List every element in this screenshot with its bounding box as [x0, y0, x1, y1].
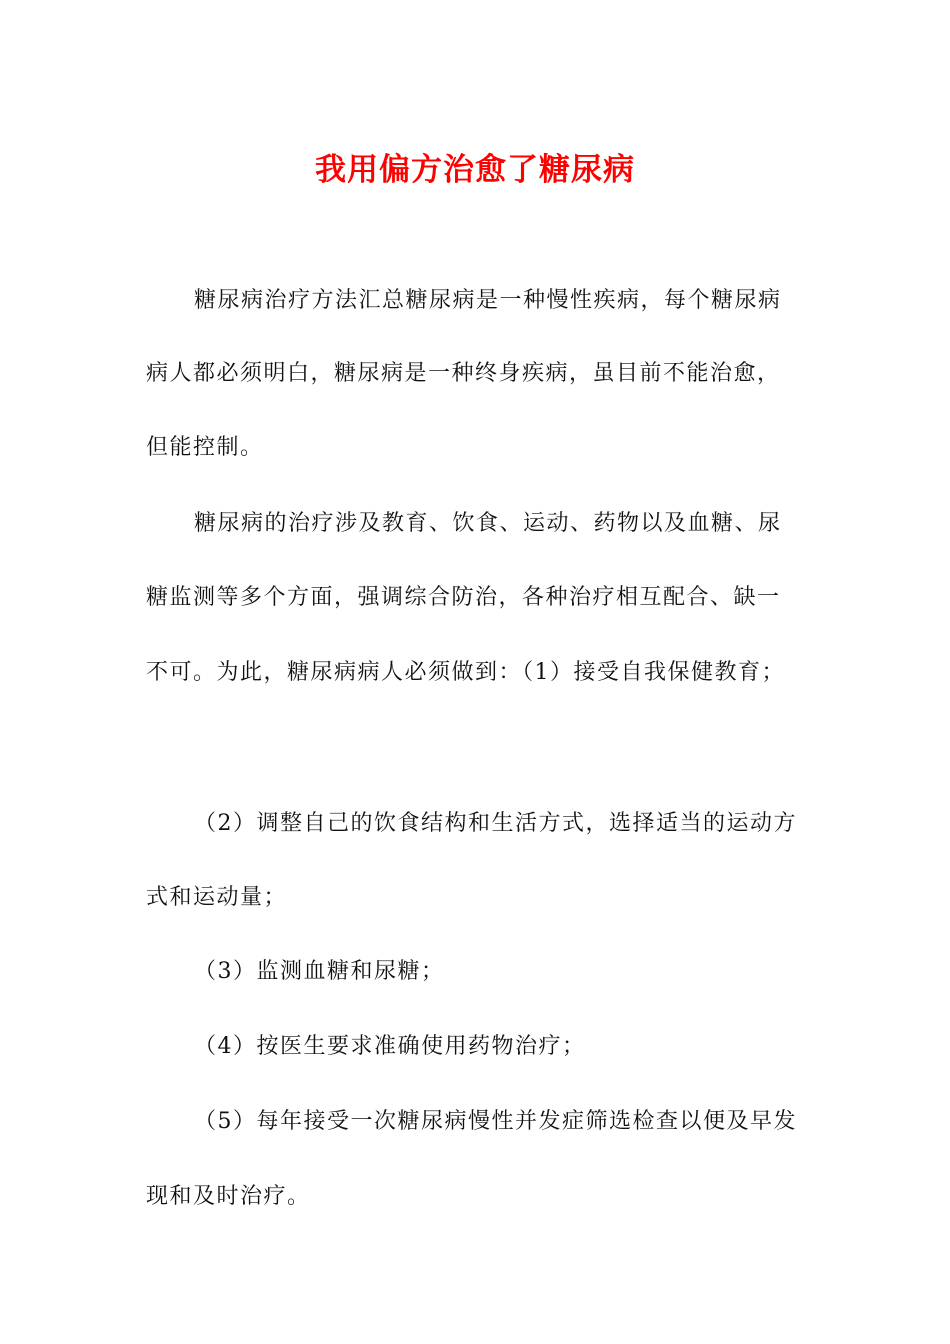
text-line: 现和及时治疗。 — [146, 1184, 311, 1209]
text-line: 式和运动量； — [146, 885, 288, 910]
text-line: （2）调整自己的饮食结构和生活方式，选择适当的运动方 — [194, 811, 797, 836]
document-title: 我用偏方治愈了糖尿病 — [315, 152, 635, 188]
text-line: 糖监测等多个方面，强调综合防治，各种治疗相互配合、缺一 — [146, 585, 781, 610]
text-line: （5）每年接受一次糖尿病慢性并发症筛选检查以便及早发 — [194, 1109, 797, 1134]
text-line: 不可。为此，糖尿病病人必须做到：（1）接受自我保健教育； — [146, 660, 785, 685]
text-line: （3）监测血糖和尿糖； — [194, 959, 445, 984]
text-line: 糖尿病治疗方法汇总糖尿病是一种慢性疾病，每个糖尿病 — [194, 288, 782, 313]
text-line: （4）按医生要求准确使用药物治疗； — [194, 1034, 586, 1059]
text-line: 病人都必须明白，糖尿病是一种终身疾病，虽目前不能治愈， — [146, 361, 781, 386]
text-line: 但能控制。 — [146, 435, 264, 460]
text-line: 糖尿病的治疗涉及教育、饮食、运动、药物以及血糖、尿 — [194, 511, 782, 536]
